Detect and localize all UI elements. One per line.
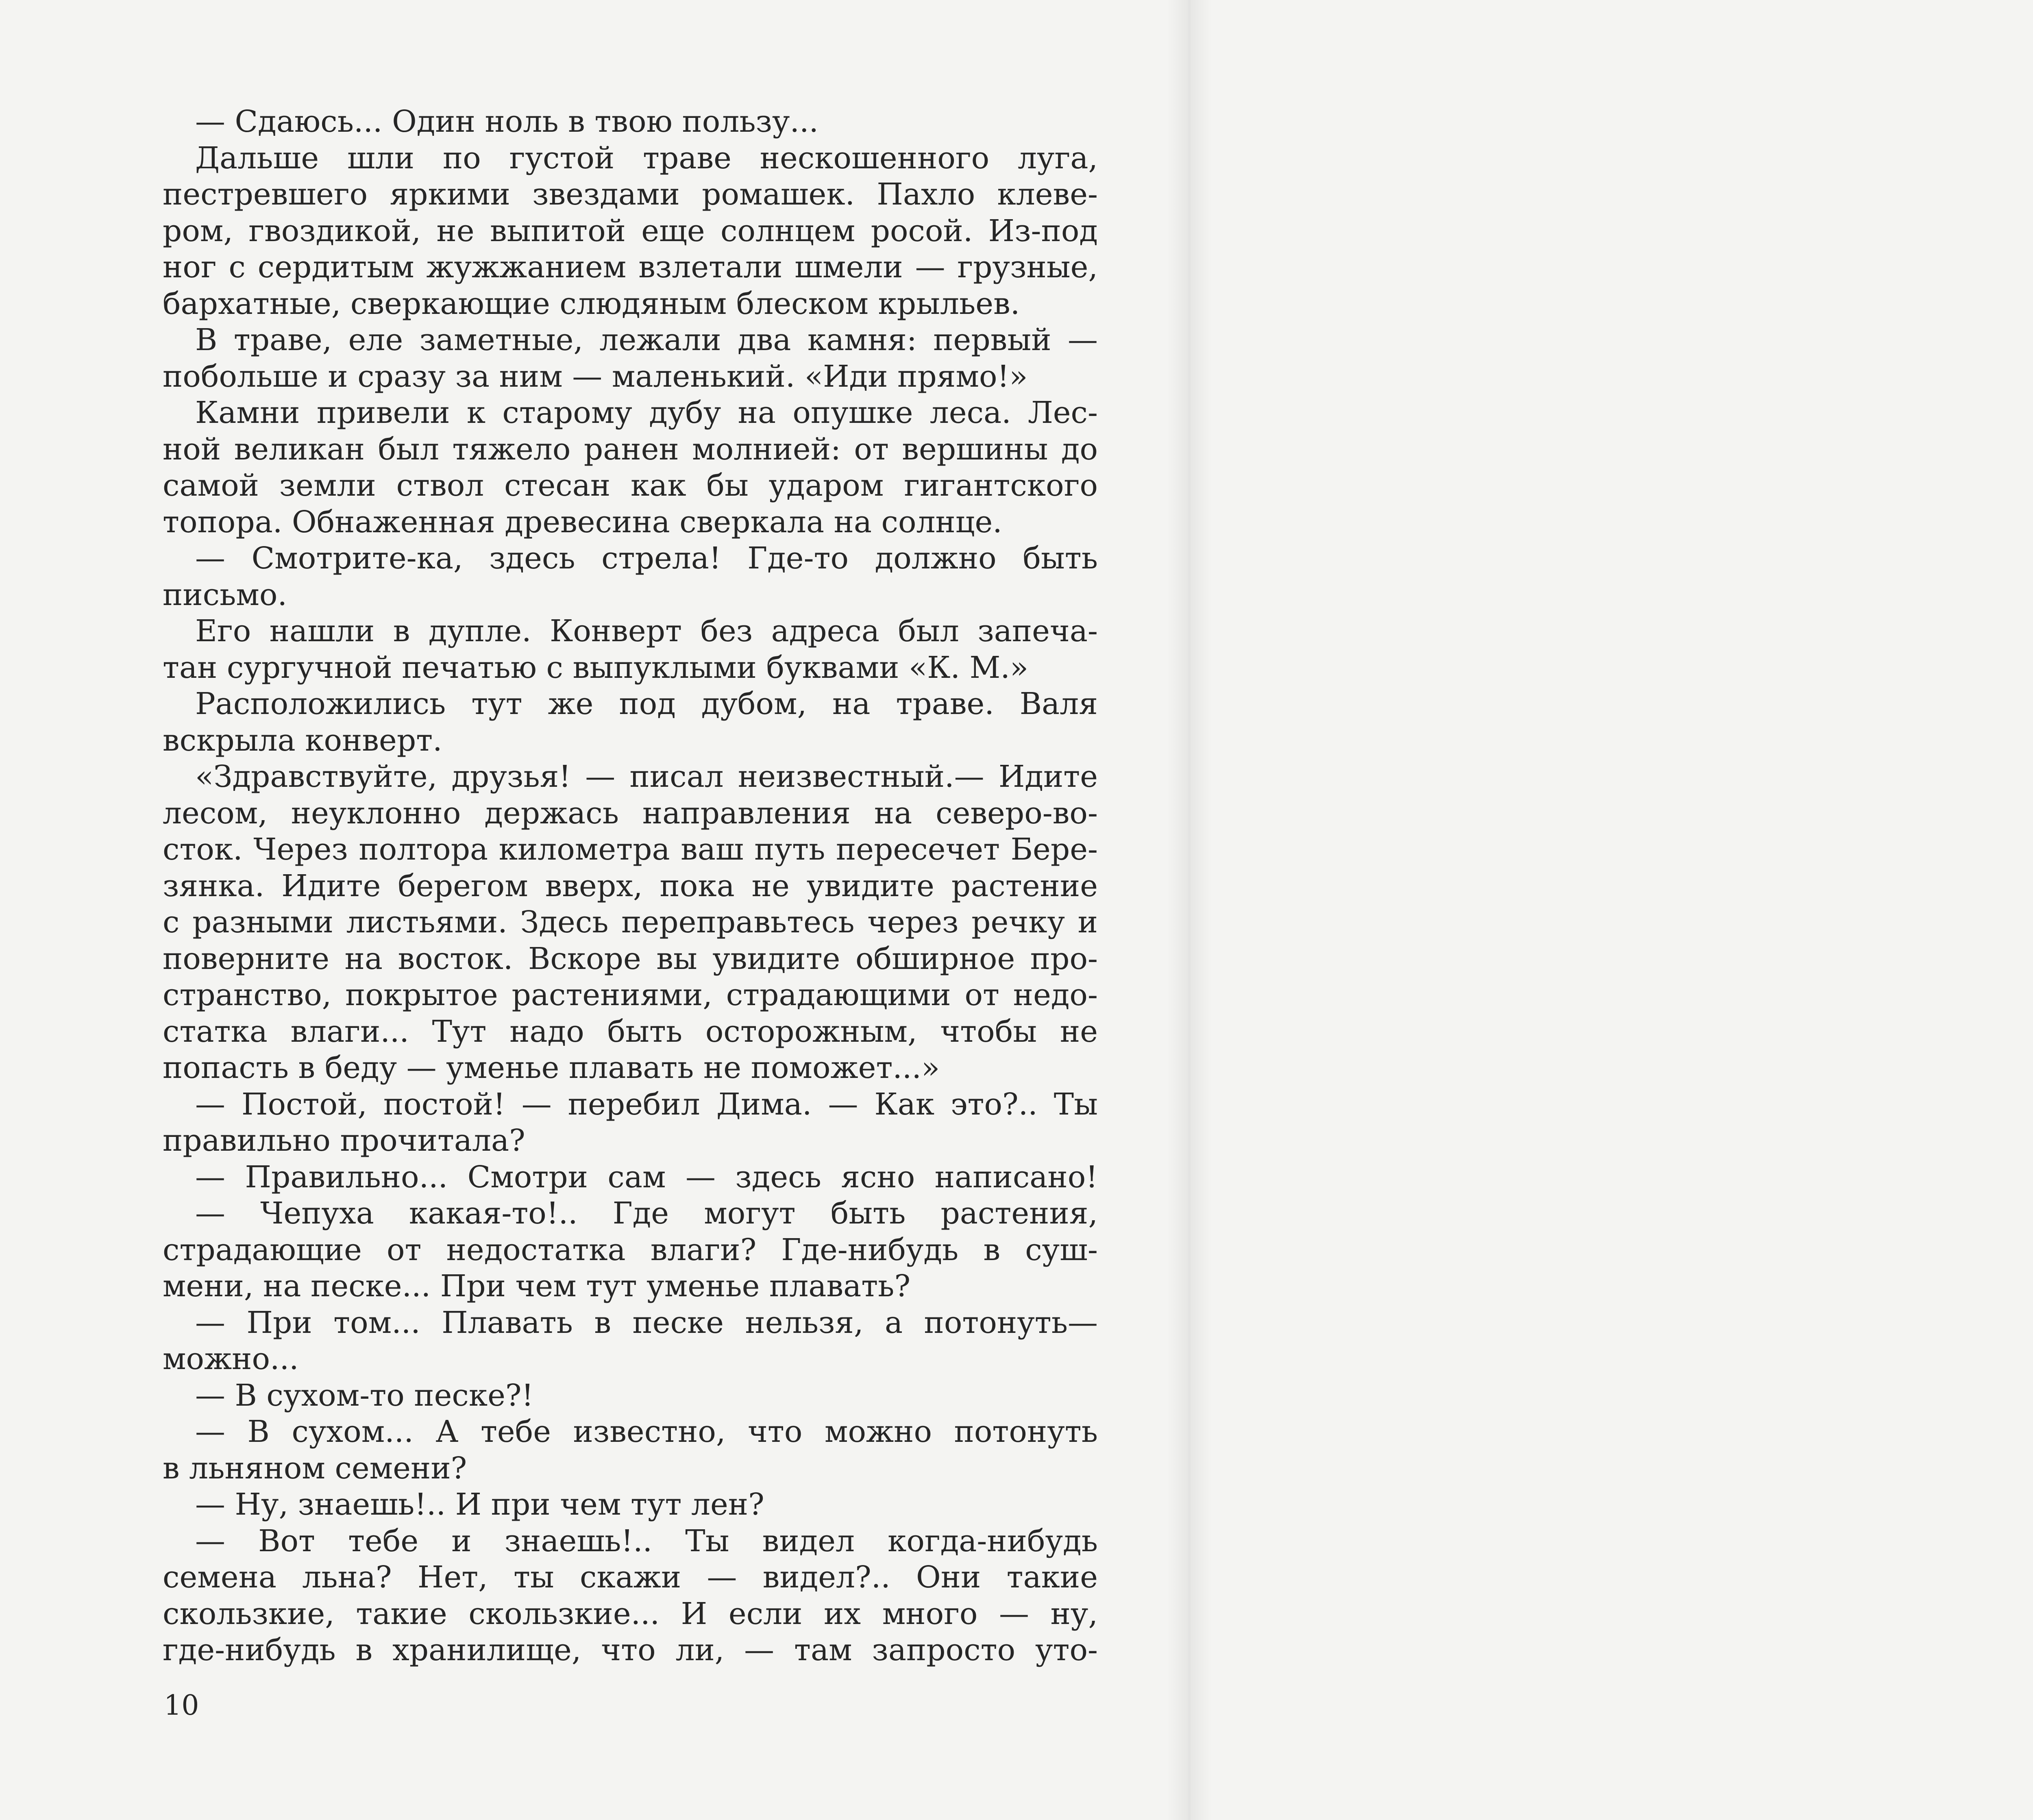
text-line: страдающие от недостатка влаги? Где-нибудь в суш- <box>163 1232 1098 1267</box>
text-line: письмо. <box>163 577 287 612</box>
page-number: 10 <box>164 1689 199 1722</box>
text-line: тан сургучной печатью с выпуклыми буквами «К. М.» <box>163 650 1029 685</box>
text-line: «Здравствуйте, друзья! — писал неизвестный.— Идите <box>195 759 1098 794</box>
text-line: ной великан был тяжело ранен молнией: от вершины до <box>163 431 1098 467</box>
text-line: самой земли ствол стесан как бы ударом гигантского <box>163 468 1098 503</box>
text-line: Камни привели к старому дубу на опушке леса. Лес- <box>195 395 1098 430</box>
text-line: — Смотрите-ка, здесь стрела! Где-то должно быть <box>195 541 1098 576</box>
text-line: попасть в беду — уменье плавать не поможет...» <box>163 1050 940 1085</box>
text-line: лесом, неуклонно держась направления на северо-во- <box>163 795 1098 831</box>
text-line: В траве, еле заметные, лежали два камня: первый — <box>195 322 1098 357</box>
text-line: можно... <box>163 1341 299 1376</box>
text-line: — Чепуха какая-то!.. Где могут быть растения, <box>195 1196 1098 1231</box>
left-page-text <box>163 104 1098 1669</box>
text-line: правильно прочитала? <box>163 1123 525 1158</box>
text-line: вскрыла конверт. <box>163 723 442 758</box>
text-line: — Правильно... Смотри сам — здесь ясно написано! <box>195 1159 1098 1195</box>
text-line: сток. Через полтора километра ваш путь пересечет Бере- <box>163 832 1098 867</box>
text-line: зянка. Идите берегом вверх, пока не увидите растение <box>163 868 1098 903</box>
text-line: статка влаги... Тут надо быть осторожным, чтобы не <box>163 1014 1098 1049</box>
text-line: — Вот тебе и знаешь!.. Ты видел когда-нибудь <box>195 1523 1098 1559</box>
text-line: в льняном семени? <box>163 1450 467 1486</box>
text-line: Его нашли в дупле. Конверт без адреса был запеча- <box>195 614 1098 649</box>
text-line: пестревшего яркими звездами ромашек. Пахло клеве- <box>163 177 1098 212</box>
text-line: семена льна? Нет, ты скажи — видел?.. Они такие <box>163 1560 1098 1595</box>
text-line: — Ну, знаешь!.. И при чем тут лен? <box>195 1487 764 1522</box>
text-line: — Постой, постой! — перебил Дима. — Как это?.. Ты <box>195 1086 1098 1122</box>
text-line: — При том... Плавать в песке нельзя, а потонуть— <box>195 1305 1098 1340</box>
text-line: с разными листьями. Здесь переправьтесь через речку и <box>163 905 1098 940</box>
text-line: топора. Обнаженная древесина сверкала на солнце. <box>163 504 1002 540</box>
text-line: — В сухом-то песке?! <box>195 1378 534 1413</box>
text-line: — В сухом... А тебе известно, что можно потонуть <box>195 1414 1098 1449</box>
text-line: скользкие, такие скользкие... И если их много — ну, <box>163 1596 1098 1631</box>
text-line: где-нибудь в хранилище, что ли, — там запросто уто- <box>163 1633 1098 1668</box>
right-page <box>1189 0 2033 1820</box>
text-line: бархатные, сверкающие слюдяным блеском крыльев. <box>163 286 1020 321</box>
text-line: — Сдаюсь... Один ноль в твою пользу... <box>195 104 819 139</box>
text-line: ног с сердитым жужжанием взлетали шмели — грузные, <box>163 250 1098 285</box>
book-gutter <box>1167 0 1212 1820</box>
text-line: странство, покрытое растениями, страдающими от недо- <box>163 977 1098 1012</box>
text-line: Дальше шли по густой траве нескошенного луга, <box>195 140 1098 176</box>
text-line: побольше и сразу за ним — маленький. «Иди прямо!» <box>163 359 1028 394</box>
text-line: Расположились тут же под дубом, на траве. Валя <box>195 686 1098 721</box>
text-line: поверните на восток. Вскоре вы увидите обширное про- <box>163 941 1098 976</box>
text-line: ром, гвоздикой, не выпитой еще солнцем росой. Из-под <box>163 213 1098 248</box>
text-line: мени, на песке... При чем тут уменье плавать? <box>163 1269 911 1304</box>
